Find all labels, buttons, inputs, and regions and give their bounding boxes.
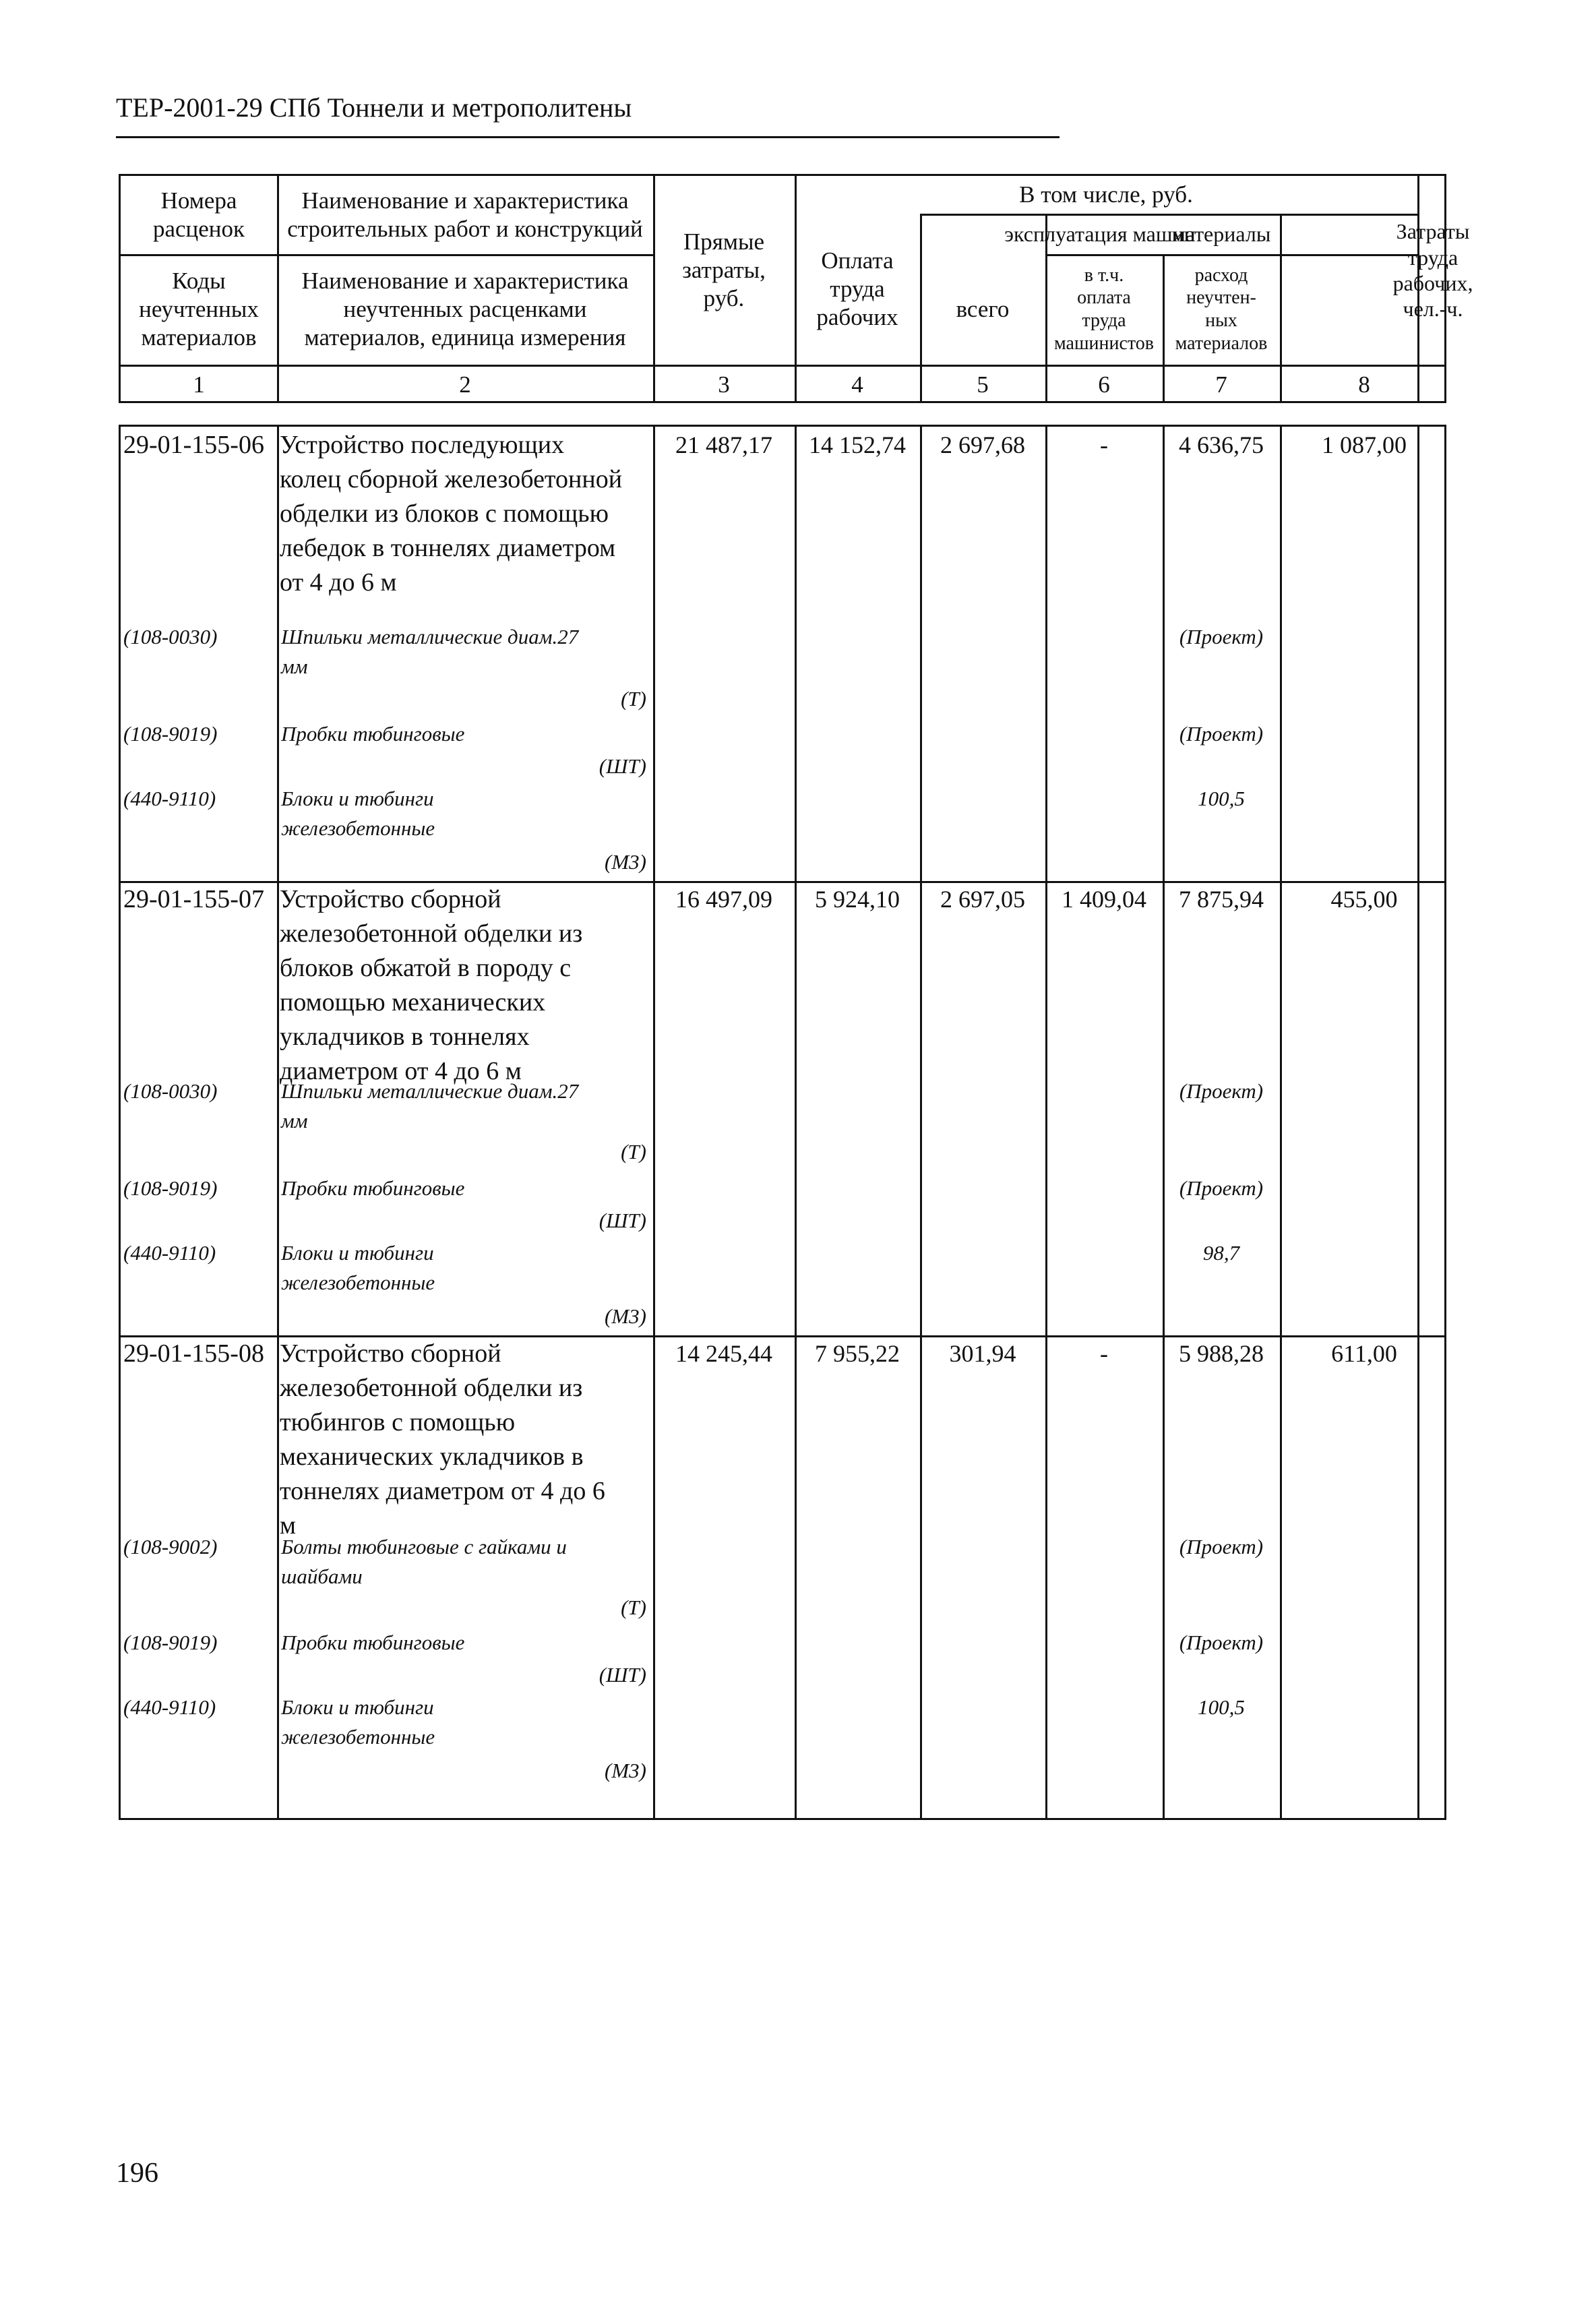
col-number-4: 4 <box>851 371 863 398</box>
operators-value: - <box>1100 1340 1108 1367</box>
direct-cost: 14 245,44 <box>675 1340 772 1367</box>
col-number-5: 5 <box>977 371 989 398</box>
document-title: ТЕР-2001-29 СПб Тоннели и метрополитены <box>116 92 632 123</box>
col-number-3: 3 <box>718 371 730 398</box>
labor-value: 611,00 <box>1331 1340 1397 1367</box>
machines-header: эксплуатация машин <box>1004 221 1196 246</box>
col2-bottom-header: Наименование и характеристика неучтенных расценками материалов, единица измерения <box>301 268 629 351</box>
col-number-6: 6 <box>1098 371 1110 398</box>
materials-value: 4 636,75 <box>1179 431 1264 458</box>
labor-value: 455,00 <box>1330 886 1398 913</box>
title-rule <box>116 136 1060 138</box>
materials-header: материалы <box>1171 221 1271 246</box>
group-header: В том числе, руб. <box>1019 181 1193 208</box>
col8-header: Затраты труда рабочих, чел.-ч. <box>1392 219 1473 322</box>
rate-code: 29-01-155-08 <box>123 1339 264 1368</box>
labor-value: 1 087,00 <box>1322 431 1407 458</box>
col6-header: в т.ч. оплата труда машинистов <box>1054 264 1154 354</box>
col-number-1: 1 <box>193 371 205 398</box>
col1-top-header: Номера расценок <box>152 187 245 242</box>
rate-code: 29-01-155-07 <box>123 885 264 913</box>
machines-value: 2 697,05 <box>940 886 1025 913</box>
rates-table: 29-01-155-06 Устройство последующих колец сборной железобетонной обделки из блоков с помощью лебедок в тоннелях диаметром от 4 до 6 м 21 487,17 14 152,74 2 697,68 - 4 636,75 1 087,00 (108-0030) Шпильки металлические диам.27 мм (Т) (Проект) (108-9019) Пробки тюбинговые (ШТ) (Проект) (440-9110) Блоки и тюбинги железобетонные (М3) 100,5 29-01-155-07 Устройство сборной железобетонной обделки из блоков обжатой в породу с помощью механических укладчиков в тоннелях диаметром от 4 до 6 м 16 497,09 5 924,10 2 697,05 1 409,04 7 875,94 455,00 (108-0030) Шпильки металлические диам.27 мм (Т) (Проект) (108-9019) Пробки тюбинговые (ШТ) (Проект) (440-9110) Блоки и тюбинги железобетонные (М3) 98,7 29-01-155-08 Устройство сборной железобетонной обделки из тюбингов с помощью механических укладчиков в тоннелях диаметром от 4 до 6 м 14 245,44 7 955,22 301,94 - 5 988,28 611,00 (108-9002) Болты тюбинговые с гайками и шайбами (Т) (Проект) (108-9019) Пробки тюбинговые (ШТ) (Проект) (440-9110) Блоки и тюбинги железобетонные (М3) 100,5 <box>119 425 1446 1820</box>
page-number: 196 <box>116 2158 158 2189</box>
rate-code: 29-01-155-06 <box>123 431 264 459</box>
col5-header: всего <box>956 296 1010 322</box>
col2-top-header: Наименование и характеристика строительных работ и конструкций <box>287 187 643 242</box>
wages-value: 7 955,22 <box>815 1340 900 1367</box>
machines-value: 2 697,68 <box>940 431 1025 458</box>
operators-value: - <box>1100 431 1108 458</box>
col-number-7: 7 <box>1215 371 1227 398</box>
column-header-table <box>119 174 1473 403</box>
col7-header: расход неучтен- ных материалов <box>1175 264 1268 354</box>
wages-value: 5 924,10 <box>815 886 900 913</box>
machines-value: 301,94 <box>949 1340 1016 1367</box>
direct-cost: 21 487,17 <box>675 431 772 458</box>
operators-value: 1 409,04 <box>1062 886 1146 913</box>
materials-value: 5 988,28 <box>1179 1340 1264 1367</box>
col4-header: Оплата труда рабочих <box>816 247 898 330</box>
col3-header: Прямые затраты, руб. <box>682 229 766 311</box>
materials-value: 7 875,94 <box>1179 886 1264 913</box>
col1-bottom-header: Коды неучтенных материалов <box>139 268 259 351</box>
col-number-8: 8 <box>1358 371 1370 398</box>
direct-cost: 16 497,09 <box>675 886 772 913</box>
wages-value: 14 152,74 <box>809 431 906 458</box>
col-number-2: 2 <box>459 371 471 398</box>
